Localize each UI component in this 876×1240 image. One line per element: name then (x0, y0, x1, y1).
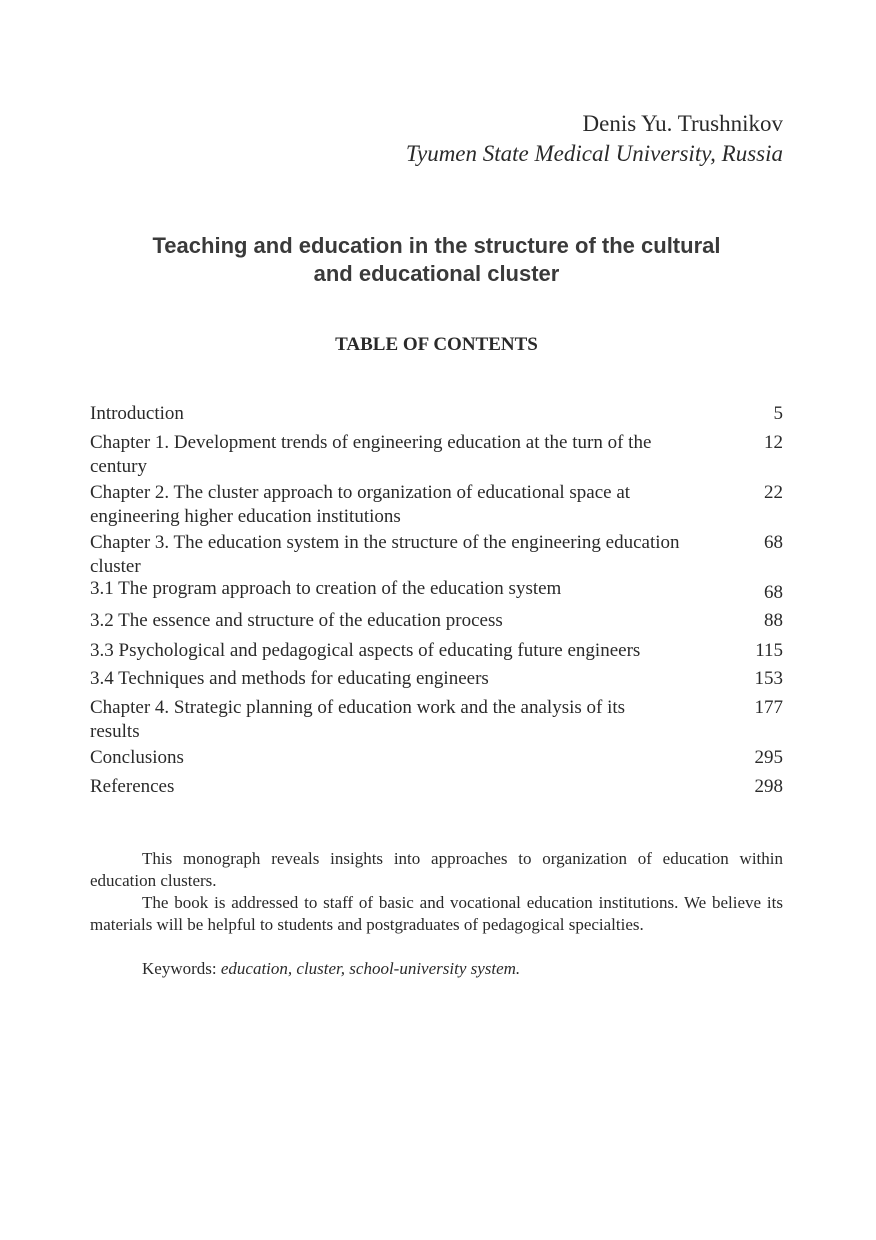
toc-entry-label: Chapter 4. Strategic planning of education work and the analysis of its results (90, 697, 626, 742)
toc-entry-page: 22 (764, 482, 783, 503)
toc-entry-page: 177 (754, 697, 783, 718)
keywords-value: education, cluster, school-university system. (220, 959, 521, 978)
abstract-paragraph-2: The book is addressed to staff of basic and vocational education institutions. We believe its materials will be helpful to students and postgraduates of pedagogical specialties. (90, 893, 783, 934)
author-affiliation: Tyumen State Medical University, Russia (405, 141, 783, 166)
toc-entry-label: 3.1 The program approach to creation of the education system (90, 578, 562, 599)
toc-entry-page: 5 (773, 403, 783, 424)
toc-entry-label: Chapter 3. The education system in the structure of the engineering education cluster (90, 532, 680, 577)
toc-entry-label: 3.3 Psychological and pedagogical aspects of educating future engineers (90, 640, 641, 661)
toc-entry-page: 153 (754, 668, 783, 689)
keywords-label: Keywords: (142, 959, 217, 978)
abstract (90, 848, 783, 936)
toc-entry-label: 3.2 The essence and structure of the education process (90, 610, 503, 631)
keywords (90, 958, 783, 980)
toc-entry-label: 3.4 Techniques and methods for educating engineers (90, 668, 489, 689)
toc-entry-label: Chapter 1. Development trends of engineering education at the turn of the century (90, 432, 652, 477)
toc-entry-label: References (90, 776, 175, 797)
article-title (90, 232, 783, 288)
toc-entry-page: 68 (764, 582, 783, 603)
toc-entry-page: 68 (764, 532, 783, 553)
author-name: Denis Yu. Trushnikov (582, 111, 783, 136)
toc-entry-page: 12 (764, 432, 783, 453)
toc-entry-label: Introduction (90, 403, 184, 424)
abstract-paragraph-1: This monograph reveals insights into approaches to organization of education within education clusters. (90, 849, 783, 890)
toc-entry-label: Conclusions (90, 747, 184, 768)
toc-entry-page: 295 (754, 747, 783, 768)
title-line-2: and educational cluster (313, 261, 560, 286)
author-block (406, 109, 783, 169)
toc-entry-page: 298 (754, 776, 783, 797)
toc-entry-page: 115 (755, 640, 783, 661)
title-line-1: Teaching and education in the structure of the cultural (152, 233, 721, 258)
toc-heading: TABLE OF CONTENTS (335, 334, 538, 355)
toc-entry-page: 88 (764, 610, 783, 631)
toc-entry-label: Chapter 2. The cluster approach to organization of educational space at engineering higher education institutions (90, 482, 631, 527)
